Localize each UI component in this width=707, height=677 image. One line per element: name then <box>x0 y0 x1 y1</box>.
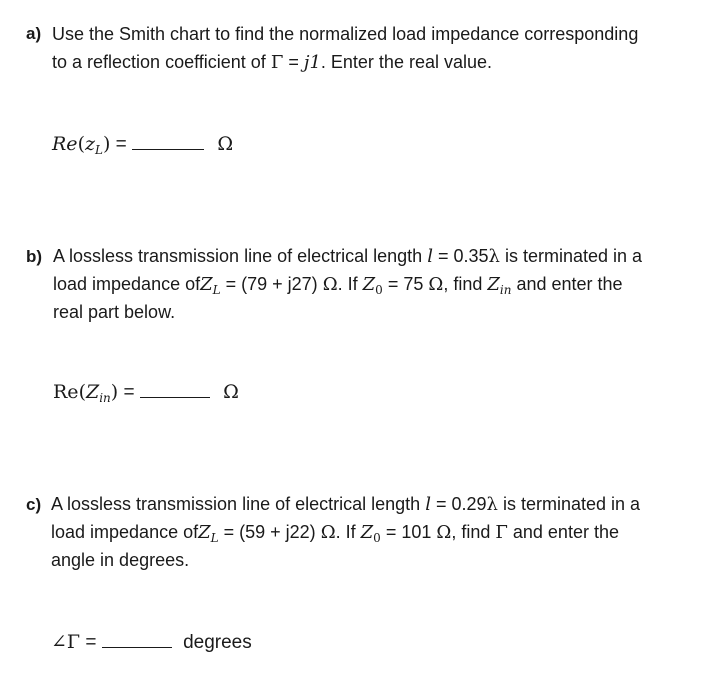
ohm-unit: Ω <box>223 381 239 403</box>
question-b-line2: load impedance ofZ$_L$ = (79 + j27) Ω. If $Z_0 = 75$ Ω, find $Z_{in}$ and enter the <box>53 274 623 297</box>
j1-value: j1 <box>303 52 321 73</box>
question-c-line2: load impedance ofZ$_L$ = (59 + j22) Ω. If $Z_0 = 101$ Ω, find Γ and enter the <box>51 522 619 545</box>
answer-b: $Re(Z_{in}) = \Omega$ <box>53 381 239 405</box>
question-c-line1: A lossless transmission line of electrical length l = 0.29λ is terminated in a <box>51 494 641 515</box>
answer-c: ∠Γ = degrees <box>51 631 252 653</box>
question-c-line3: angle in degrees. <box>51 550 190 570</box>
answer-b-blank[interactable] <box>140 383 210 398</box>
lambda-symbol: λ <box>486 494 498 515</box>
gamma-symbol: Γ <box>495 522 508 543</box>
question-a-label: a) <box>26 24 42 43</box>
degrees-unit: degrees <box>183 632 252 653</box>
question-c-label: c) <box>26 495 42 514</box>
question-a-line1: Use the Smith chart to find the normalized load impedance corresponding <box>52 24 639 44</box>
question-a-line2: to a reflection coefficient of Γ = j1. Enter the real value. <box>52 52 493 73</box>
answer-c-blank[interactable] <box>102 633 172 648</box>
answer-a-blank[interactable] <box>132 135 204 150</box>
question-b-line1: A lossless transmission line of electrical length l = 0.35λ is terminated in a <box>53 246 643 267</box>
lambda-symbol: λ <box>488 246 500 267</box>
question-b-label: b) <box>26 247 43 266</box>
gamma-symbol: Γ <box>270 52 284 73</box>
question-b-line3: real part below. <box>53 302 176 322</box>
ohm-unit: Ω <box>217 133 234 155</box>
answer-a: $Re(z_L) = \Omega$ <box>52 133 234 157</box>
angle-gamma-symbol: ∠Γ <box>51 631 81 653</box>
